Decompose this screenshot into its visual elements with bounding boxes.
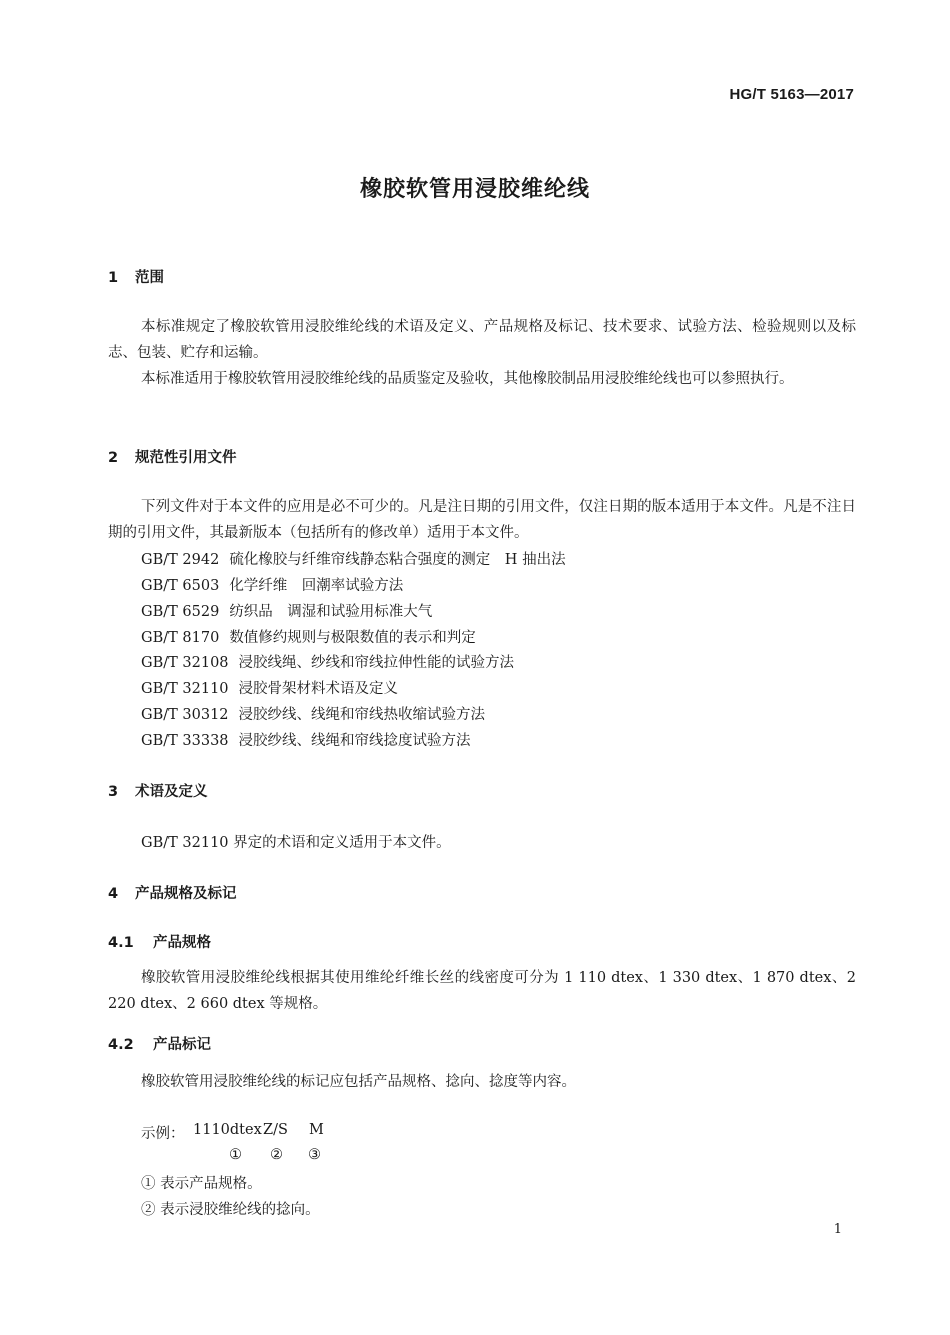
section-4-heading (108, 882, 237, 903)
reference-item (141, 574, 403, 595)
example-marker-3: ③ (308, 1147, 321, 1163)
section-number: 3 (108, 784, 119, 800)
section-title: 术语及定义 (135, 784, 208, 800)
section-2-heading (108, 446, 237, 467)
reference-item (141, 626, 476, 647)
reference-item (141, 651, 514, 672)
reference-title: 化学纤维 回潮率试验方法 (229, 578, 404, 594)
reference-code: GB/T 6503 (141, 578, 220, 594)
section-1-paragraph-1: 本标准规定了橡胶软管用浸胶维纶线的术语及定义、产品规格及标记、技术要求、试验方法、检验规则以及标志、包装、贮存和运输。 (108, 319, 856, 361)
reference-code: GB/T 32108 (141, 655, 229, 671)
reference-code: GB/T 6529 (141, 604, 220, 620)
section-3-text: GB/T 32110 界定的术语和定义适用于本文件。 (141, 835, 451, 851)
section-title: 范围 (135, 270, 164, 286)
example-label: 示例： (141, 1126, 185, 1142)
section-4-2-heading (108, 1033, 211, 1054)
section-1-paragraph-2: 本标准适用于橡胶软管用浸胶维纶线的品质鉴定及验收，其他橡胶制品用浸胶维纶线也可以参照执行。 (141, 371, 794, 387)
section-4-1-text: 橡胶软管用浸胶维纶线根据其使用维纶纤维长丝的线密度可分为 1 110 dtex、1 330 dtex、1 870 dtex、2 220 dtex、2 660 dtex 等规格。 (108, 970, 856, 1012)
reference-title: 浸胶纱线、线绳和帘线捻度试验方法 (238, 733, 471, 749)
section-title: 产品规格 (153, 935, 211, 951)
reference-item (141, 729, 471, 750)
standard-code: HG/T 5163—2017 (729, 86, 854, 103)
reference-title: 浸胶线绳、纱线和帘线拉伸性能的试验方法 (238, 655, 515, 671)
reference-code: GB/T 32110 (141, 681, 229, 697)
reference-title: 数值修约规则与极限数值的表示和判定 (229, 630, 476, 646)
section-title: 规范性引用文件 (135, 450, 237, 466)
reference-item (141, 703, 485, 724)
section-1-heading (108, 266, 164, 287)
reference-title: 浸胶骨架材料术语及定义 (238, 681, 399, 697)
section-3-heading (108, 780, 208, 801)
section-number: 4.1 (108, 935, 134, 951)
reference-title: 浸胶纱线、线绳和帘线热收缩试验方法 (238, 707, 486, 723)
section-number: 2 (108, 450, 119, 466)
section-number: 4.2 (108, 1037, 134, 1053)
reference-item (141, 548, 566, 569)
section-4-2-text: 橡胶软管用浸胶维纶线的标记应包括产品规格、捻向、捻度等内容。 (141, 1074, 576, 1090)
example-twist: M (309, 1122, 324, 1138)
example-marker-2: ② (270, 1147, 283, 1163)
reference-item (141, 600, 432, 621)
section-title: 产品规格及标记 (135, 886, 237, 902)
section-4-1-heading (108, 931, 211, 952)
document-title: 橡胶软管用浸胶维纶线 (359, 177, 590, 202)
reference-code: GB/T 8170 (141, 630, 220, 646)
example-note-2: ② 表示浸胶维纶线的捻向。 (141, 1202, 320, 1218)
section-number: 4 (108, 886, 119, 902)
example-marker-1: ① (229, 1147, 242, 1163)
section-title: 产品标记 (153, 1037, 211, 1053)
reference-title: 纺织品 调湿和试验用标准大气 (229, 604, 433, 620)
reference-code: GB/T 33338 (141, 733, 229, 749)
page-number: 1 (833, 1222, 842, 1237)
reference-code: GB/T 30312 (141, 707, 229, 723)
example-note-1: ① 表示产品规格。 (141, 1176, 262, 1192)
reference-item (141, 677, 398, 698)
example-spec: 1110dtex (193, 1122, 262, 1138)
section-number: 1 (108, 270, 119, 286)
reference-code: GB/T 2942 (141, 552, 220, 568)
example-direction: Z/S (263, 1122, 288, 1138)
section-2-intro: 下列文件对于本文件的应用是必不可少的。凡是注日期的引用文件，仅注日期的版本适用于本文件。凡是不注日期的引用文件，其最新版本（包括所有的修改单）适用于本文件。 (108, 499, 856, 541)
reference-title: 硫化橡胶与纤维帘线静态粘合强度的测定 H 抽出法 (229, 552, 566, 568)
